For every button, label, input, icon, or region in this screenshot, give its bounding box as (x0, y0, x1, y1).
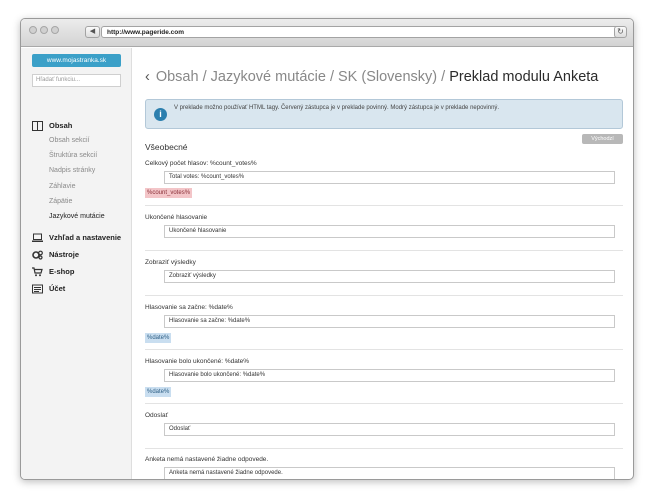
main-content (133, 48, 634, 480)
minimize-window-icon[interactable] (40, 26, 48, 34)
back-button[interactable]: ◀ (85, 26, 100, 38)
sidebar-subitem-jazykove-mutacie[interactable]: Jazykové mutácie (49, 213, 105, 220)
field-label: Hlasovanie sa začne: %date% (145, 304, 233, 311)
required-placeholder-tag: %count_votes% (147, 190, 191, 196)
sidebar-item-label: E-shop (49, 267, 75, 276)
divider (145, 250, 623, 251)
field-label: Hlasovanie bolo ukončené: %date% (145, 358, 250, 365)
field-label: Zobraziť výsledky (145, 259, 196, 266)
divider (145, 349, 623, 350)
breadcrumb-separator: / (329, 69, 334, 85)
sidebar-subitem-nadpis-stranky[interactable]: Nadpis stránky (49, 167, 96, 174)
gears-icon (32, 250, 43, 260)
sidebar-subitem-struktura-sekcii[interactable]: Štruktúra sekcií (49, 152, 98, 159)
breadcrumb-obsah[interactable]: Obsah (155, 69, 199, 85)
breadcrumb (145, 69, 598, 85)
url-bar[interactable]: http://www.pageride.com (101, 26, 624, 38)
laptop-icon (32, 233, 43, 243)
reload-button[interactable]: ↻ (614, 26, 627, 38)
sidebar (21, 48, 132, 480)
field-label: Anketa nemá nastavené žiadne odpovede. (145, 456, 269, 463)
optional-placeholder-tag: %date% (147, 389, 170, 395)
info-box (145, 99, 623, 129)
field-label: Odoslať (145, 412, 169, 419)
sidebar-item-label: Nástroje (49, 250, 80, 259)
divider (145, 295, 623, 296)
sidebar-item-label: Obsah (49, 121, 73, 130)
breadcrumb-jazykove-mutacie[interactable]: Jazykové mutácie (210, 69, 326, 85)
field-label: Celkový počet hlasov: %count_votes% (145, 160, 257, 167)
translation-input[interactable]: Zobraziť výsledky (164, 270, 615, 283)
sidebar-subitem-zahlavie[interactable]: Záhlavie (49, 183, 76, 190)
translation-input[interactable]: Hlasovanie bolo ukončené: %date% (164, 369, 615, 382)
browser-window (20, 18, 634, 480)
translation-input[interactable]: Anketa nemá nastavené žiadne odpovede. (164, 467, 615, 480)
translation-input[interactable]: Hlasovanie sa začne: %date% (164, 315, 615, 328)
default-button[interactable]: Východzí (582, 134, 623, 144)
translation-input[interactable]: Total votes: %count_votes% (164, 171, 615, 184)
page-title: Preklad modulu Anketa (449, 69, 599, 85)
maximize-window-icon[interactable] (51, 26, 59, 34)
id-card-icon (32, 284, 43, 294)
translation-input[interactable]: Ukončené hlasovanie (164, 225, 615, 238)
sidebar-item-label: Účet (49, 284, 66, 293)
site-button[interactable]: www.mojastranka.sk (32, 54, 121, 67)
cart-icon (32, 267, 43, 277)
info-text: V preklade možno používať HTML tagy. Červený zástupca je v preklade povinný. Modrý zástupca je v preklade nepovinný. (174, 105, 500, 111)
translation-input[interactable]: Odoslať (164, 423, 615, 436)
function-search-input[interactable]: Hľadať funkciu... (32, 74, 121, 87)
sidebar-item-label: Vzhľad a nastavenie (49, 233, 122, 242)
sidebar-subitem-zapatie[interactable]: Zápätie (49, 198, 73, 205)
browser-titlebar (21, 19, 633, 47)
close-window-icon[interactable] (29, 26, 37, 34)
divider (145, 403, 623, 404)
field-label: Ukončené hlasovanie (145, 214, 208, 221)
divider (145, 448, 623, 449)
optional-placeholder-tag: %date% (147, 335, 170, 341)
breadcrumb-back-icon[interactable]: ‹ (145, 69, 150, 85)
divider (145, 205, 623, 206)
section-title: Všeobecné (145, 142, 188, 152)
book-icon (32, 121, 43, 131)
breadcrumb-language[interactable]: SK (Slovensky) (338, 69, 438, 85)
info-icon: i (154, 108, 167, 121)
breadcrumb-separator: / (202, 69, 207, 85)
breadcrumb-separator: / (441, 69, 446, 85)
sidebar-subitem-obsah-sekcii[interactable]: Obsah sekcií (49, 137, 90, 144)
